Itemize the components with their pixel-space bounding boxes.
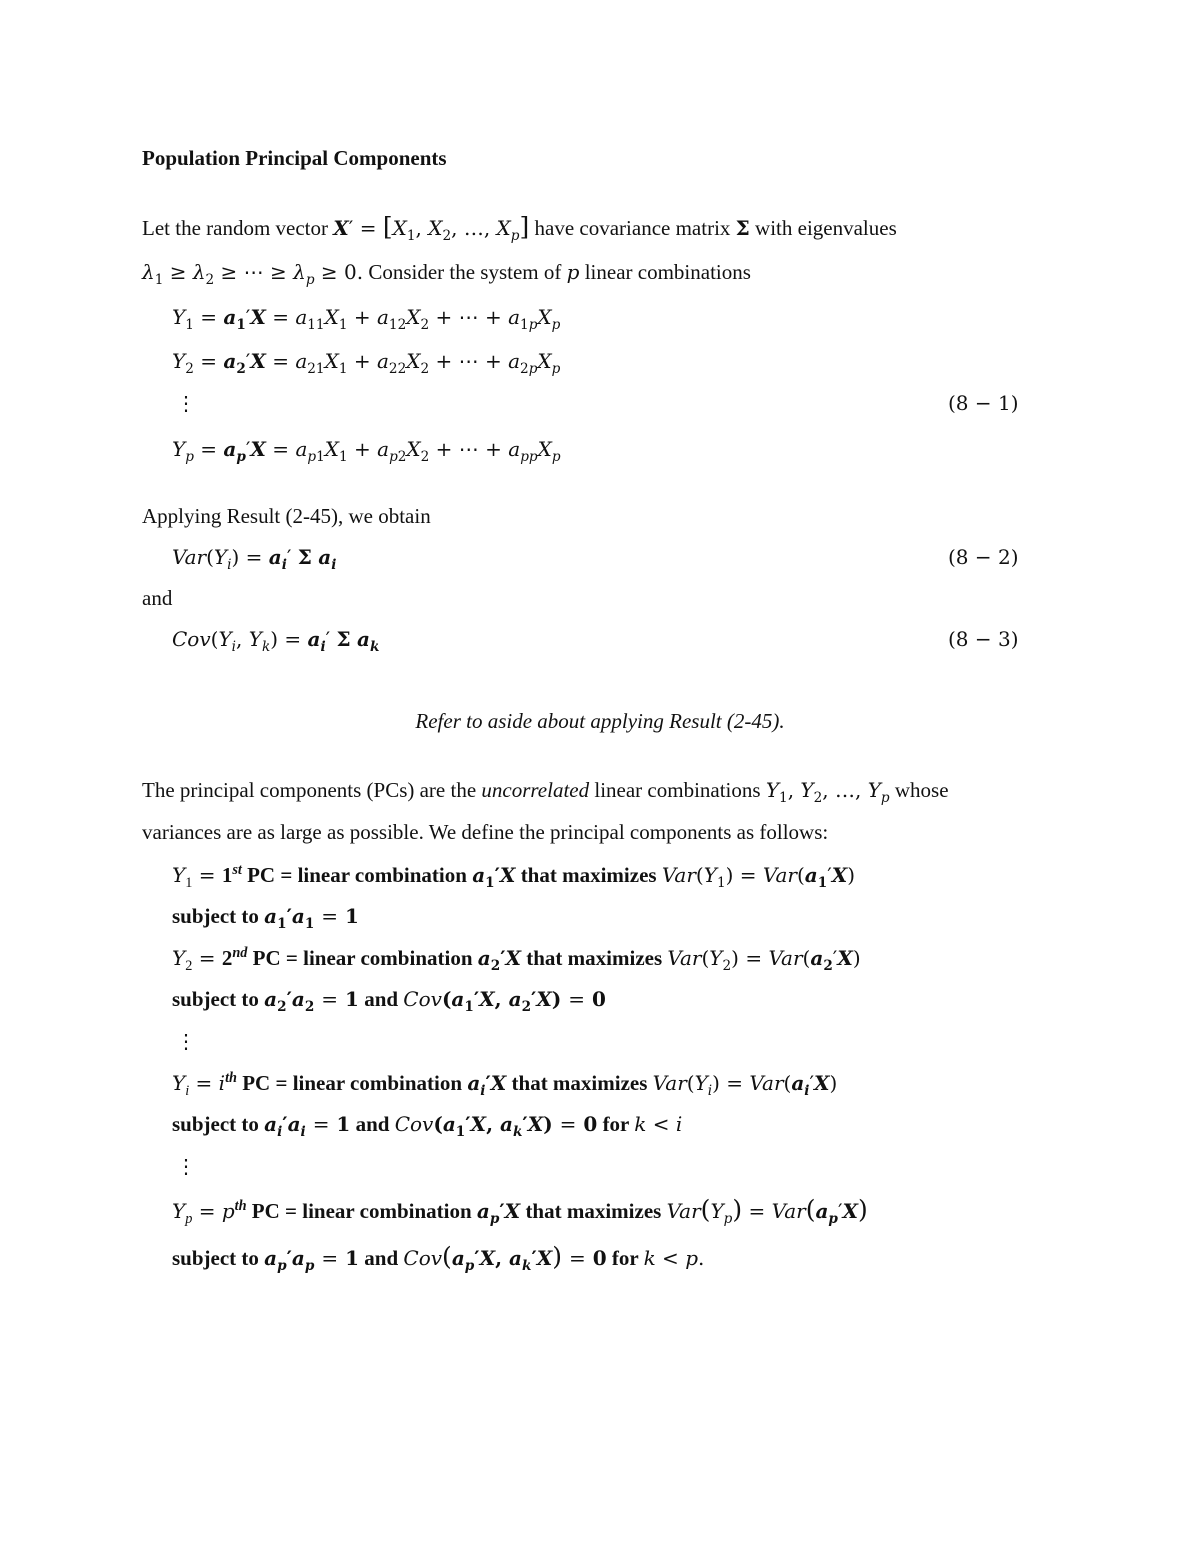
pc1-constraint: subject to $a_1'a_1 = 1$ — [172, 904, 359, 932]
vector-x-expression: $X' = [X_1$, $X_2$, …, $X_p$] — [333, 212, 530, 244]
pc1-definition: $Y_1 = 1st$ PC = linear combination $a_1'X$ that maximizes $Var(Y_1) = Var(a_1'X)$ — [172, 862, 856, 892]
vertical-ellipsis-3: ⋮ — [176, 1154, 196, 1178]
aside-note: Refer to aside about applying Result (2-45). — [415, 709, 785, 733]
pci-definition: $Y_i = i^{th}$ PC = linear combination $a_i'X$ that maximizes $Var(Y_i) = Var(a_i'X)$ — [172, 1070, 838, 1100]
pci-constraint: subject to $a_i'a_i = 1$ and $Cov(a_1'X$, $a_k'X) = 0$ for k < i — [172, 1112, 683, 1140]
pcs-intro-line-2: variances are as large as possible. We define the principal components as follows: — [142, 820, 829, 844]
pc2-constraint: subject to $a_2'a_2 = 1$ and $Cov(a_1'X$, $a_2'X) = 0$ — [172, 987, 606, 1015]
equation-number-8-2: (8 − 2) — [948, 545, 1019, 569]
sigma-symbol: Σ — [735, 216, 750, 240]
pcs-intro-line-1: The principal components (PCs) are the uncorrelated linear combinations $Y_1$, $Y_2$, …, $Y_p$ whose — [142, 778, 949, 806]
applying-result-text: Applying Result (2-45), we obtain — [142, 504, 431, 528]
vertical-ellipsis-2: ⋮ — [176, 1029, 196, 1053]
equation-number-8-1: (8 − 1) — [948, 391, 1019, 415]
equation-cov-yi-yk: $Cov(Y_i$, $Y_k) = a_i'$ Σ $a_k$ — [172, 627, 380, 655]
equation-yp: $Y_p = a_p'X = a_{p1}X_1 + a_{p2}X_2$ + ⋯ + $a_{pp}X_p$ — [172, 437, 561, 465]
equation-y1: $Y_1 = a_1'X = a_{11}X_1 + a_{12}X_2$ + ⋯ + $a_{1p}X_p$ — [172, 305, 561, 333]
intro-line-2: $\lambda_1 \ge \lambda_2$ ≥ ⋯ ≥ $\lambda_p \ge 0$. Consider the system of p linear combinations — [142, 260, 751, 288]
pcp-definition: $Y_p = p^{th}$ PC = linear combination $a_p'X$ that maximizes $Var(Y_p) = Var(a_p'X)$ — [172, 1195, 868, 1228]
pcp-constraint: subject to $a_p'a_p = 1$ and $Cov(a_p'X$, $a_k'X) = 0$ for k < p. — [172, 1242, 705, 1274]
eigenvalue-ordering: $\lambda_1 \ge \lambda_2$ ≥ ⋯ ≥ $\lambda_p \ge 0$. — [142, 260, 364, 288]
page-title: Population Principal Components — [142, 146, 447, 170]
vertical-ellipsis: ⋮ — [176, 391, 196, 415]
equation-number-8-3: (8 − 3) — [948, 627, 1019, 651]
and-text: and — [142, 586, 173, 610]
intro-line-1: Let the random vector $X' = [X_1$, $X_2$, …, $X_p$] have covariance matrix Σ with eigenvalues — [142, 212, 897, 244]
equation-var-yi: $Var(Y_i) = a_i'$ Σ $a_i$ — [172, 545, 337, 573]
equation-y2: $Y_2 = a_2'X = a_{21}X_1 + a_{22}X_2$ + ⋯ + $a_{2p}X_p$ — [172, 349, 561, 377]
pc2-definition: $Y_2 = 2nd$ PC = linear combination $a_2'X$ that maximizes $Var(Y_2) = Var(a_2'X)$ — [172, 945, 861, 975]
